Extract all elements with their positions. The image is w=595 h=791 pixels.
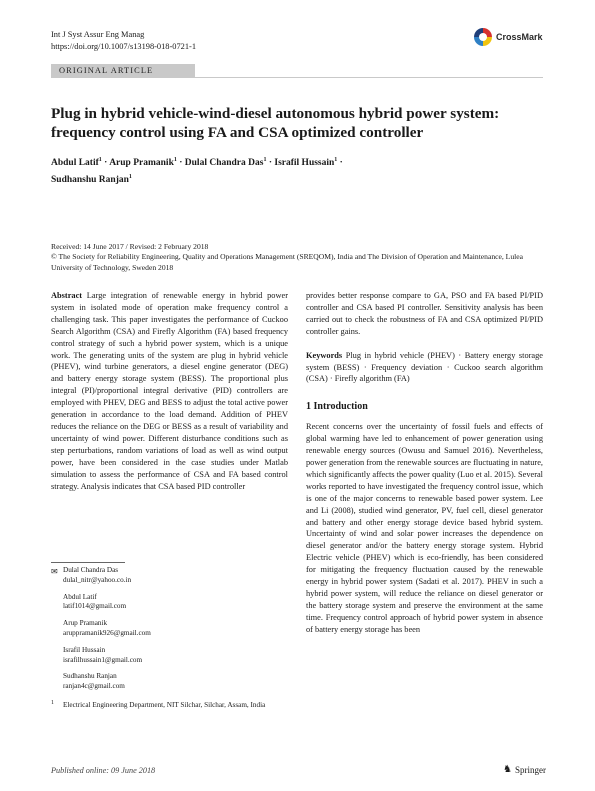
published-online: Published online: 09 June 2018 (51, 766, 156, 775)
publisher-name: Springer (514, 764, 546, 775)
publisher-logo[interactable] (503, 764, 546, 775)
footnote-rule (51, 562, 125, 563)
doi-link[interactable]: https://doi.org/10.1007/s13198-018-0721-1 (51, 41, 197, 51)
author-name[interactable]: Abdul Latif (51, 158, 99, 169)
left-column (51, 290, 288, 492)
corr-name: Sudhanshu Ranjan (63, 672, 117, 681)
abstract-text: Large integration of renewable energy in hybrid power system in isolated mode of operation make frequency control a challenging task. This paper investigates the performance of Cuckoo Search Algorithm (CSA) and Firefly Algorithm (FA) based frequency control strategy of such a hybrid power system, which is a unique work. The generating units of the system are plug in hybrid vehicle (PHEV), wind turbine generators, a diesel engine generator (DEG) and battery energy storage system (BESS). The proportional plus integral (PI)/proportional integral derivative (PID) controllers are employed with PHEV, DEG and BESS to adjust the total active power generation in accordance to the load demand. Addition of PHEV reduces the reliance on the DEG or BESS as a result of variability and uncertainty of wind power. Different disturbance conditions such as step perturbations, random variations of load as well as wind output power, have been considered in the case studies under Matlab simulation to assess the performance of CSA and FA based control strategy. Analysis indicates that CSA based PID controller (51, 291, 288, 491)
correspondence-entry (51, 593, 288, 613)
author-list: Abdul Latif$^1$ · Arup Pramanik$^1$ · Dulal Chandra Das$^1$ · Israfil Hussain$^1$ · Sudhanshu Ranjan$^1$ (51, 157, 343, 186)
corr-email[interactable]: dulal_nitr@yahoo.co.in (63, 575, 132, 584)
article-title: Plug in hybrid vehicle-wind-diesel autonomous hybrid power system: frequency control using FA and CSA optimized controller (51, 105, 500, 141)
crossmark-label: CrossMark (496, 32, 543, 42)
keywords-label: Keywords (306, 350, 343, 360)
keywords-text: Plug in hybrid vehicle (PHEV) · Battery energy storage system (BESS) · Frequency deviation · Cuckoo search algorithm (CSA) · Firefly algorithm (FA) (306, 350, 543, 384)
correspondence-block (51, 566, 288, 711)
corr-name: Abdul Latif (63, 592, 97, 601)
corr-name: Arup Pramanik (63, 619, 108, 628)
corr-email[interactable]: israfilhussain1@gmail.com (63, 655, 143, 664)
header-rule (51, 77, 543, 78)
article-type-banner: ORIGINAL ARTICLE (51, 64, 195, 77)
section-heading-introduction: 1 Introduction (306, 401, 368, 413)
keywords (306, 350, 543, 386)
corr-email[interactable]: latif1014@gmail.com (63, 602, 127, 611)
affiliation-number: 1 (51, 699, 54, 706)
correspondence-entry (51, 672, 288, 692)
envelope-icon: ✉ (51, 567, 58, 576)
author-name[interactable]: Dulal Chandra Das (184, 158, 264, 169)
correspondence-entry (51, 566, 288, 586)
journal-name: Int J Syst Assur Eng Manag (51, 30, 145, 39)
affiliation (51, 701, 288, 711)
crossmark-badge[interactable] (474, 26, 562, 48)
abstract-continued: provides better response compare to GA, PSO and FA based PI/PID controller and CSA based PI controller. Sensitivity analysis has been carried out to check the robustness of FA and CSA optimized PI/PID controller gains. (306, 291, 543, 336)
author-name[interactable]: Sudhanshu Ranjan (51, 175, 129, 186)
abstract-label: Abstract (51, 291, 83, 300)
article-dates (51, 242, 543, 273)
corr-email[interactable]: ranjan4c@gmail.com (63, 682, 125, 691)
right-column (306, 290, 543, 636)
correspondence-entry (51, 619, 288, 639)
introduction-text: Recent concerns over the uncertainty of fossil fuels and effects of global warming have led to enhancement of power generation using renewable energy sources (Owusu and Samuel 2016). Nevertheless, power generation from the renewable sources are fluctuating in nature, which significantly affects the power quality (Luo et al. 2015). Several works reported to have investigated the frequency control issue, which is one of the major concerns to renewable based power system. Lee and Li (2008), studied wind generator, PV, fuel cell, diesel generator and battery and other energy storage device based hybrid system. Uncertainty of wind and solar power increases the dependence on diesel generator and/or the battery energy storage system. Hybrid Electric vehicle (PHEV) which is eco-friendly, has been considered for mitigating the frequency fluctuation caused by the renewable energy in hybrid power system (Sadati et al. 2017). PHEV in such a hybrid power system, will reduce the reliance on diesel generator or the battery storage system and preserve the environment at the same time. Frequency control approach of hybrid power system in absence of battery energy storage has been (306, 422, 543, 634)
journal-header (51, 29, 196, 52)
springer-horse-icon: ♞ (503, 764, 512, 775)
corr-name: Dulal Chandra Das (63, 566, 119, 574)
abstract (51, 290, 288, 492)
author-name[interactable]: Israfil Hussain (274, 158, 335, 169)
received-date: Received: 14 June 2017 / Revised: 2 February 2018 (51, 242, 209, 251)
correspondence-entry (51, 646, 288, 666)
crossmark-icon (474, 28, 492, 46)
author-name[interactable]: Arup Pramanik (109, 158, 174, 169)
copyright-notice: © The Society for Reliability Engineering, Quality and Operations Management (SREQOM), India and The Division of Operation and Maintenance, Lulea University of Technology, Sweden 2018 (51, 252, 523, 272)
affiliation-text: Electrical Engineering Department, NIT Silchar, Silchar, Assam, India (63, 700, 266, 709)
corr-email[interactable]: aruppramanik926@gmail.com (63, 628, 151, 637)
corr-name: Israfil Hussain (63, 645, 106, 654)
